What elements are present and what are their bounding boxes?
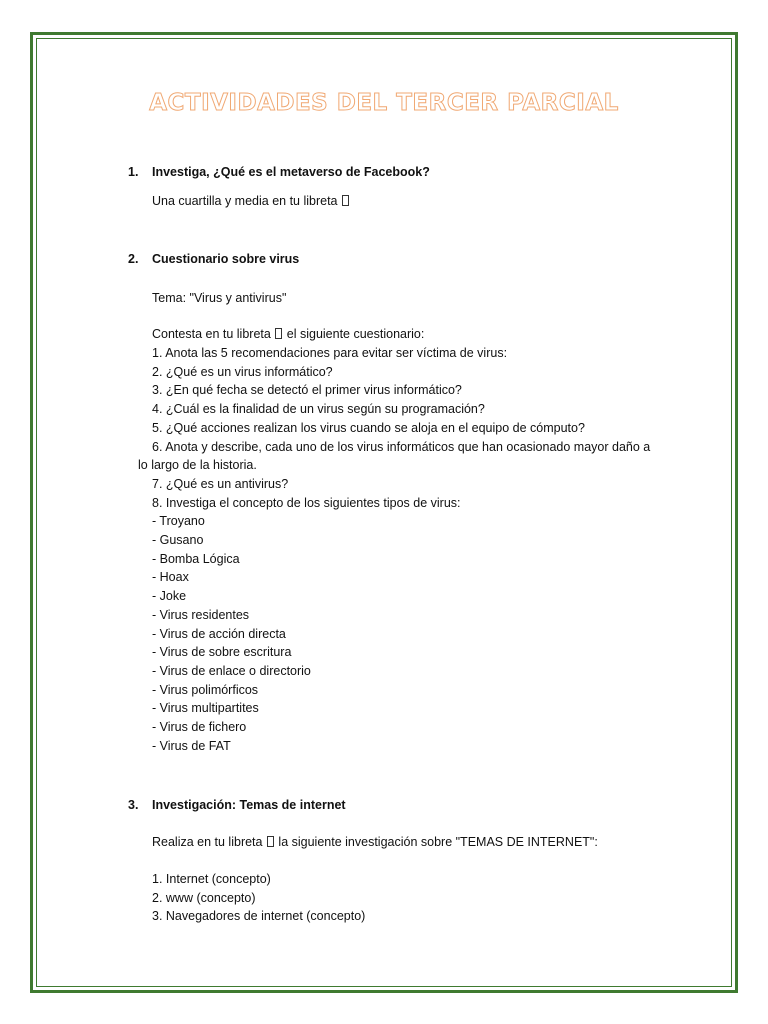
section-3-intro-a: Realiza en tu libreta (152, 835, 266, 849)
question-line: 7. ¿Qué es un antivirus? (152, 476, 289, 491)
virus-type-item: - Virus de sobre escritura (152, 645, 292, 660)
virus-type-item: - Hoax (152, 570, 189, 585)
virus-type-item: - Virus de acción directa (152, 626, 286, 641)
topic-item: 3. Navegadores de internet (concepto) (152, 909, 366, 924)
section-1-heading: Investiga, ¿Qué es el metaverso de Facebook? (152, 165, 430, 179)
virus-type-item: - Virus multipartites (152, 701, 259, 716)
question-line: lo largo de la historia. (138, 458, 257, 473)
questions-list (138, 344, 651, 755)
virus-type-item: - Virus polimórficos (152, 682, 259, 697)
virus-type-item: - Gusano (152, 533, 204, 548)
section-3-intro-b: la siguiente investigación sobre "TEMAS DE INTERNET": (274, 835, 598, 849)
section-2-intro-a: Contesta en tu libreta (152, 327, 275, 341)
section-2-intro (152, 325, 424, 344)
section-2-number: 2. (128, 252, 139, 266)
section-1-number: 1. (128, 165, 139, 179)
question-line: 1. Anota las 5 recomendaciones para evitar ser víctima de virus: (152, 346, 508, 360)
notebook-icon (267, 836, 274, 847)
section-1-body (152, 192, 350, 211)
virus-type-item: - Virus de enlace o directorio (152, 663, 311, 678)
notebook-icon (342, 195, 349, 206)
topic-item: 1. Internet (concepto) (152, 872, 271, 886)
section-3-intro (152, 833, 598, 852)
topic-item: 2. www (concepto) (152, 890, 256, 905)
section-1-body-text: Una cuartilla y media en tu libreta (152, 194, 341, 208)
question-line: 5. ¿Qué acciones realizan los virus cuando se aloja en el equipo de cómputo? (152, 420, 585, 435)
notebook-icon (275, 328, 282, 339)
virus-type-item: - Virus residentes (152, 607, 250, 622)
document-title: ACTIVIDADES DEL TERCER PARCIAL (149, 90, 619, 116)
virus-type-item: - Virus de FAT (152, 738, 231, 753)
section-2-intro-b: el siguiente cuestionario: (283, 327, 425, 341)
section-3-heading: Investigación: Temas de internet (152, 798, 346, 812)
virus-type-item: - Troyano (152, 514, 205, 529)
virus-type-item: - Bomba Lógica (152, 551, 240, 566)
question-line: 2. ¿Qué es un virus informático? (152, 364, 333, 379)
question-line: 6. Anota y describe, cada uno de los virus informáticos que han ocasionado mayor daño a (152, 439, 651, 454)
section-2-heading: Cuestionario sobre virus (152, 252, 300, 266)
section-3-number: 3. (128, 798, 139, 812)
virus-type-item: - Joke (152, 589, 187, 604)
question-line: 3. ¿En qué fecha se detectó el primer virus informático? (152, 383, 462, 398)
question-line: 8. Investiga el concepto de los siguientes tipos de virus: (152, 495, 461, 510)
section-2-topic: Tema: "Virus y antivirus" (152, 291, 287, 305)
question-line: 4. ¿Cuál es la finalidad de un virus según su programación? (152, 402, 485, 417)
virus-type-item: - Virus de fichero (152, 720, 247, 735)
internet-topics-list (152, 870, 365, 926)
